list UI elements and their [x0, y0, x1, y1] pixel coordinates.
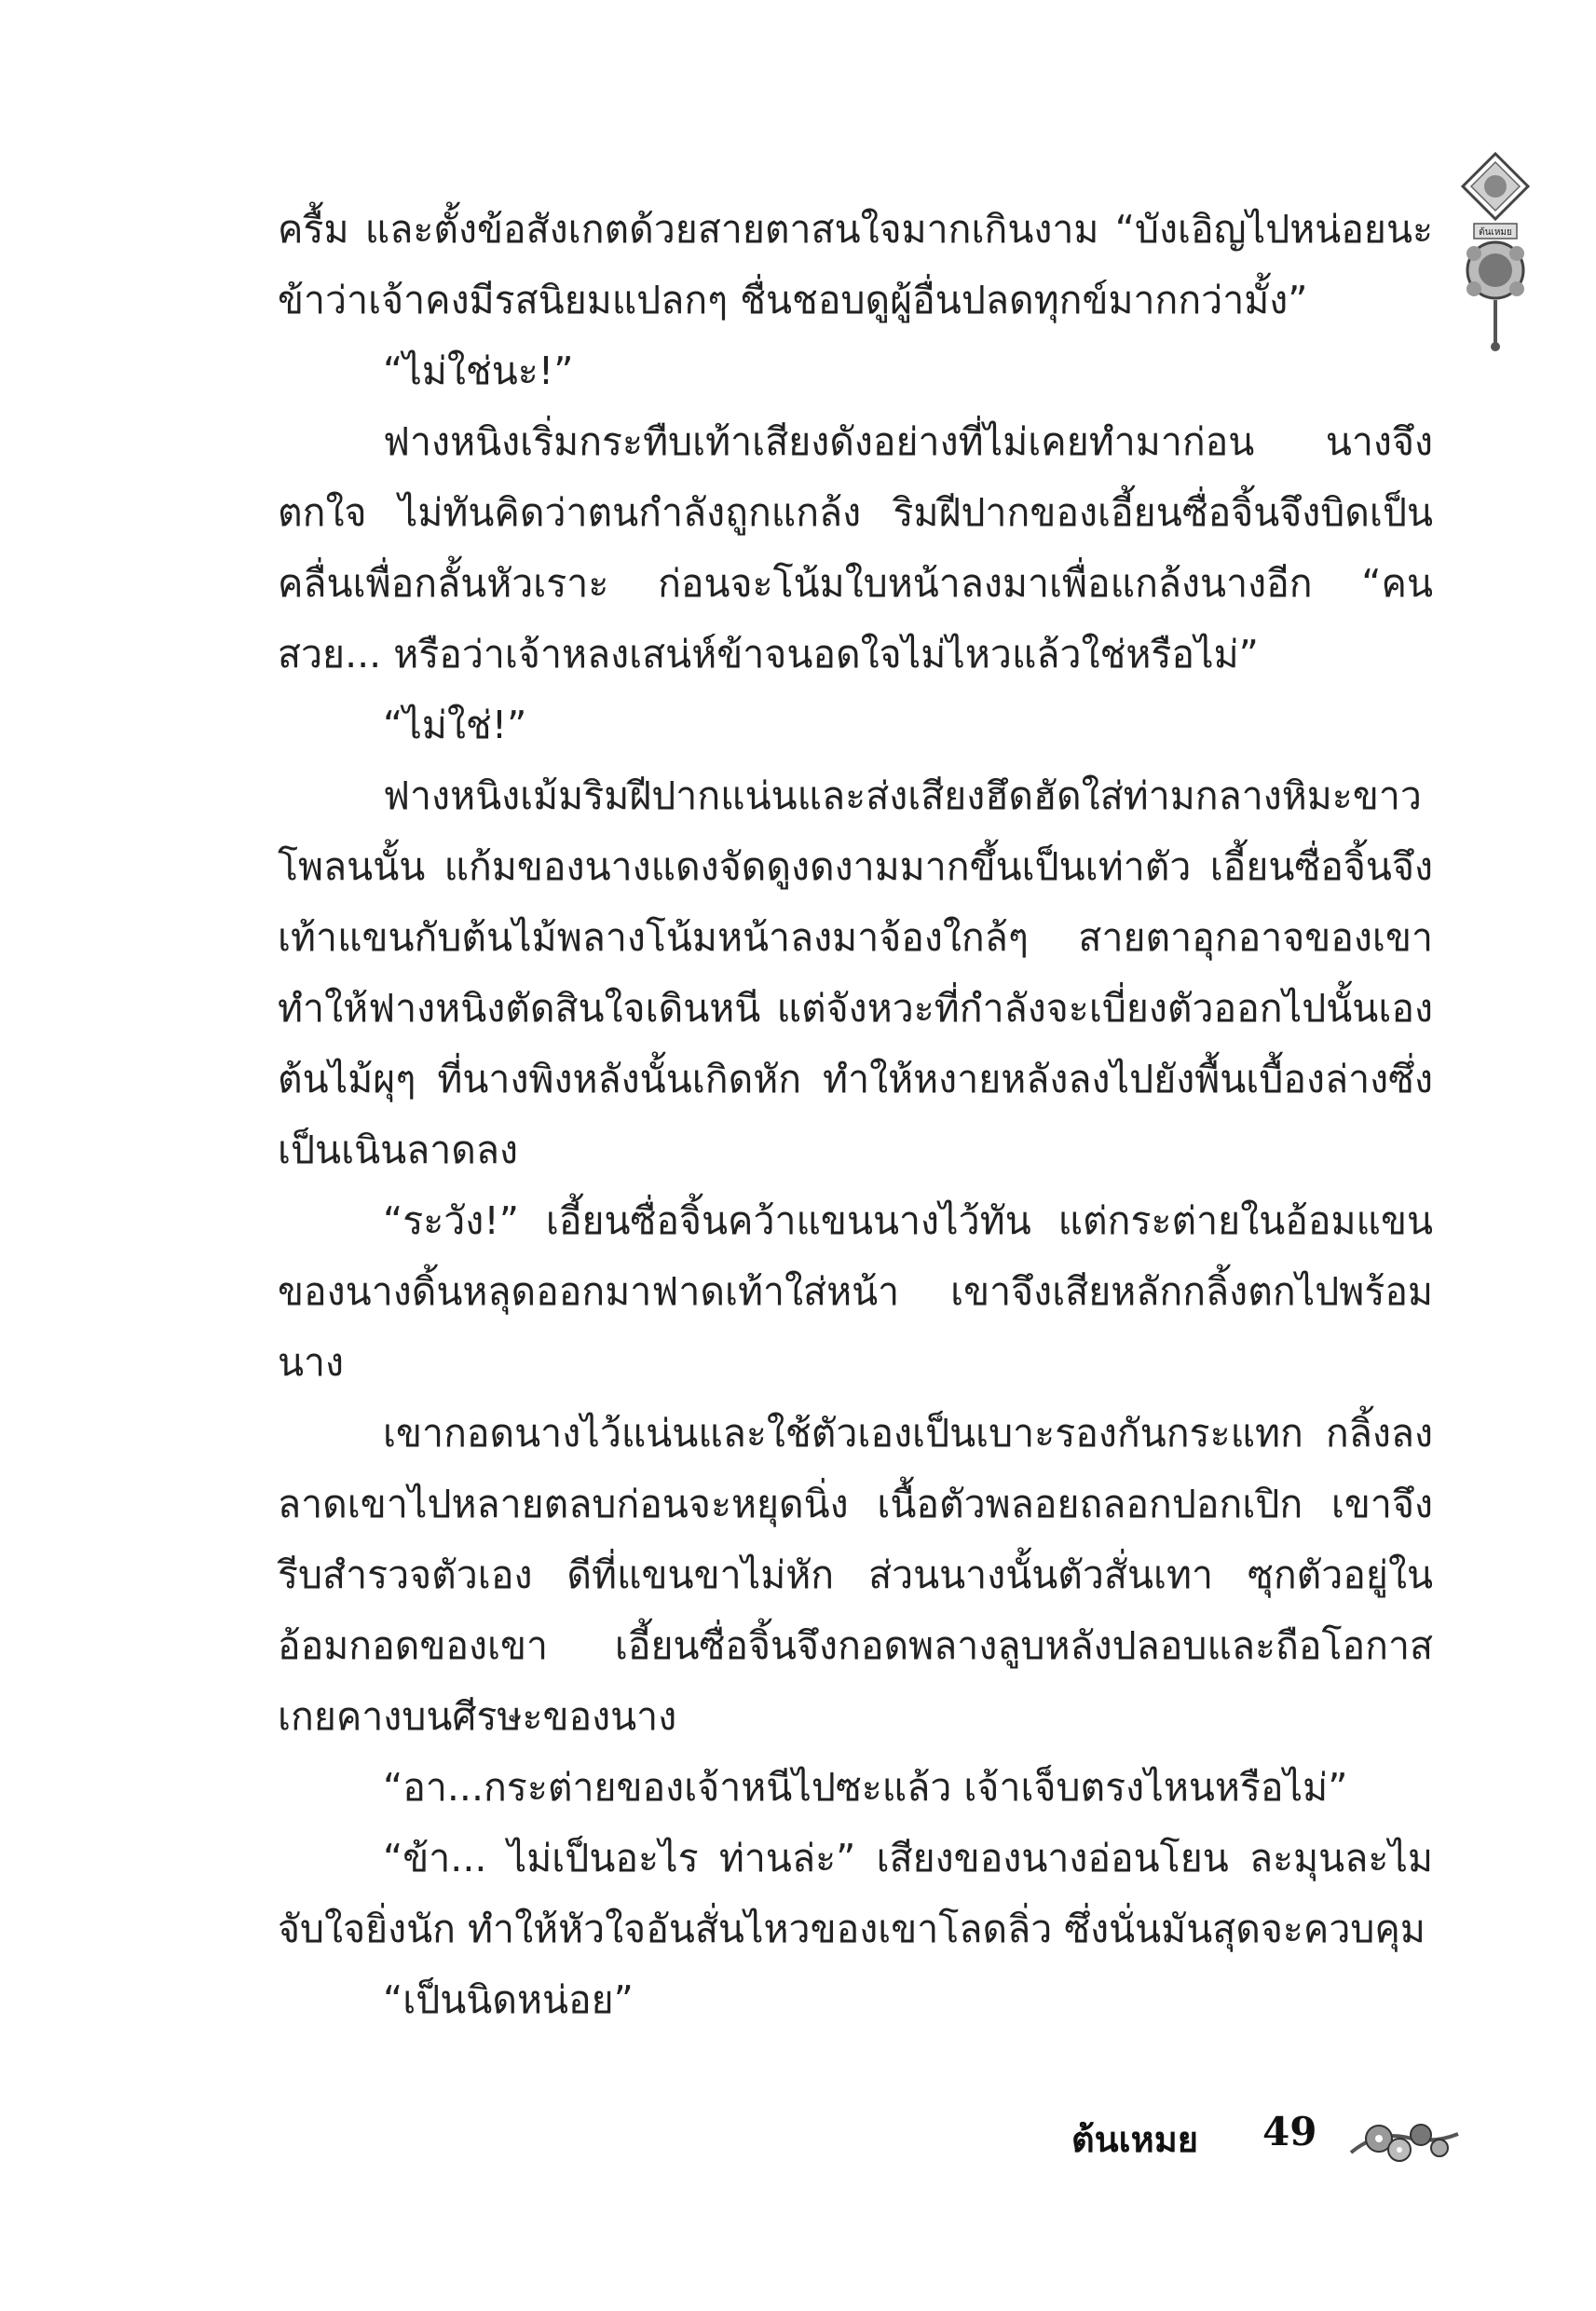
- paragraph-6: “ระวัง!” เอี้ยนซื่อจิ้นคว้าแขนนางไว้ทัน แต่กระต่ายในอ้อมแขนของนางดิ้นหลุดออกมาฟาดเท้าใส่หน้า เขาจึงเสียหลักกลิ้งตกไปพร้อมนาง: [278, 1198, 1433, 1385]
- paragraph-9: “ข้า... ไม่เป็นอะไร ท่านล่ะ” เสียงของนางอ่อนโยน ละมุนละไมจับใจยิ่งนัก ทำให้หัวใจอันสั่นไหวของเขาโลดลิ่ว ซึ่งนั่นมันสุดจะควบคุม: [278, 1836, 1433, 1951]
- page-footer: [1071, 2101, 1463, 2176]
- paragraph-1: ครื้ม และตั้งข้อสังเกตด้วยสายตาสนใจมากเกินงาม “บังเอิญไปหน่อยนะ ข้าว่าเจ้าคงมีรสนิยมแปลกๆ ชื่นชอบดูผู้อื่นปลดทุกข์มากกว่ามั้ง”: [278, 207, 1433, 322]
- paragraph-7: เขากอดนางไว้แน่นและใช้ตัวเองเป็นเบาะรองกันกระแทก กลิ้งลงลาดเขาไปหลายตลบก่อนจะหยุดนิ่ง เนื้อตัวพลอยถลอกปอกเปิก เขาจึงรีบสำรวจตัวเอง ดีที่แขนขาไม่หัก ส่วนนางนั้นตัวสั่นเทา ซุกตัวอยู่ในอ้อมกอดของเขา เอี้ยนซื่อจิ้นจึงกอดพลางลูบหลังปลอบและถือโอกาสเกยคางบนศีรษะของนาง: [278, 1411, 1433, 1739]
- ornament-label: ต้นเหมย: [1479, 227, 1512, 238]
- plum-blossom-icon: [1342, 2101, 1463, 2176]
- ornament-icon: [1453, 149, 1537, 354]
- page-body: [278, 194, 1433, 2035]
- corner-ornament: [1453, 149, 1537, 354]
- page-number: 49: [1262, 2109, 1317, 2154]
- paragraph-5: ฟางหนิงเม้มริมฝีปากแน่นและส่งเสียงฮึดฮัดใส่ท่ามกลางหิมะขาวโพลนนั้น แก้มของนางแดงจัดดูงดงามมากขึ้นเป็นเท่าตัว เอี้ยนซื่อจิ้นจึงเท้าแขนกับต้นไม้พลางโน้มหน้าลงมาจ้องใกล้ๆ สายตาอุกอาจของเขาทำให้ฟางหนิงตัดสินใจเดินหนี แต่จังหวะที่กำลังจะเบี่ยงตัวออกไปนั้นเอง ต้นไม้ผุๆ ที่นางพิงหลังนั้นเกิดหัก ทำให้หงายหลังลงไปยังพื้นเบื้องล่างซึ่งเป็นเนินลาดลง: [278, 773, 1433, 1172]
- paragraph-4: “ไม่ใช่!”: [383, 703, 527, 747]
- paragraph-10: “เป็นนิดหน่อย”: [383, 1977, 634, 2022]
- paragraph-3: ฟางหนิงเริ่มกระทืบเท้าเสียงดังอย่างที่ไม่เคยทำมาก่อน นางจึงตกใจ ไม่ทันคิดว่าตนกำลังถูกแกล้ง ริมฝีปากของเอี้ยนซื่อจิ้นจึงบิดเป็นคลื่นเพื่อกลั้นหัวเราะ ก่อนจะโน้มใบหน้าลงมาเพื่อแกล้งนางอีก “คนสวย... หรือว่าเจ้าหลงเสน่ห์ข้าจนอดใจไม่ไหวแล้วใช่หรือไม่”: [278, 419, 1433, 677]
- paragraph-2: “ไม่ใช่นะ!”: [383, 349, 574, 393]
- paragraph-8: “อา...กระต่ายของเจ้าหนีไปซะแล้ว เจ้าเจ็บตรงไหนหรือไม่”: [383, 1765, 1348, 1810]
- book-title: ต้นเหมย: [1071, 2118, 1199, 2160]
